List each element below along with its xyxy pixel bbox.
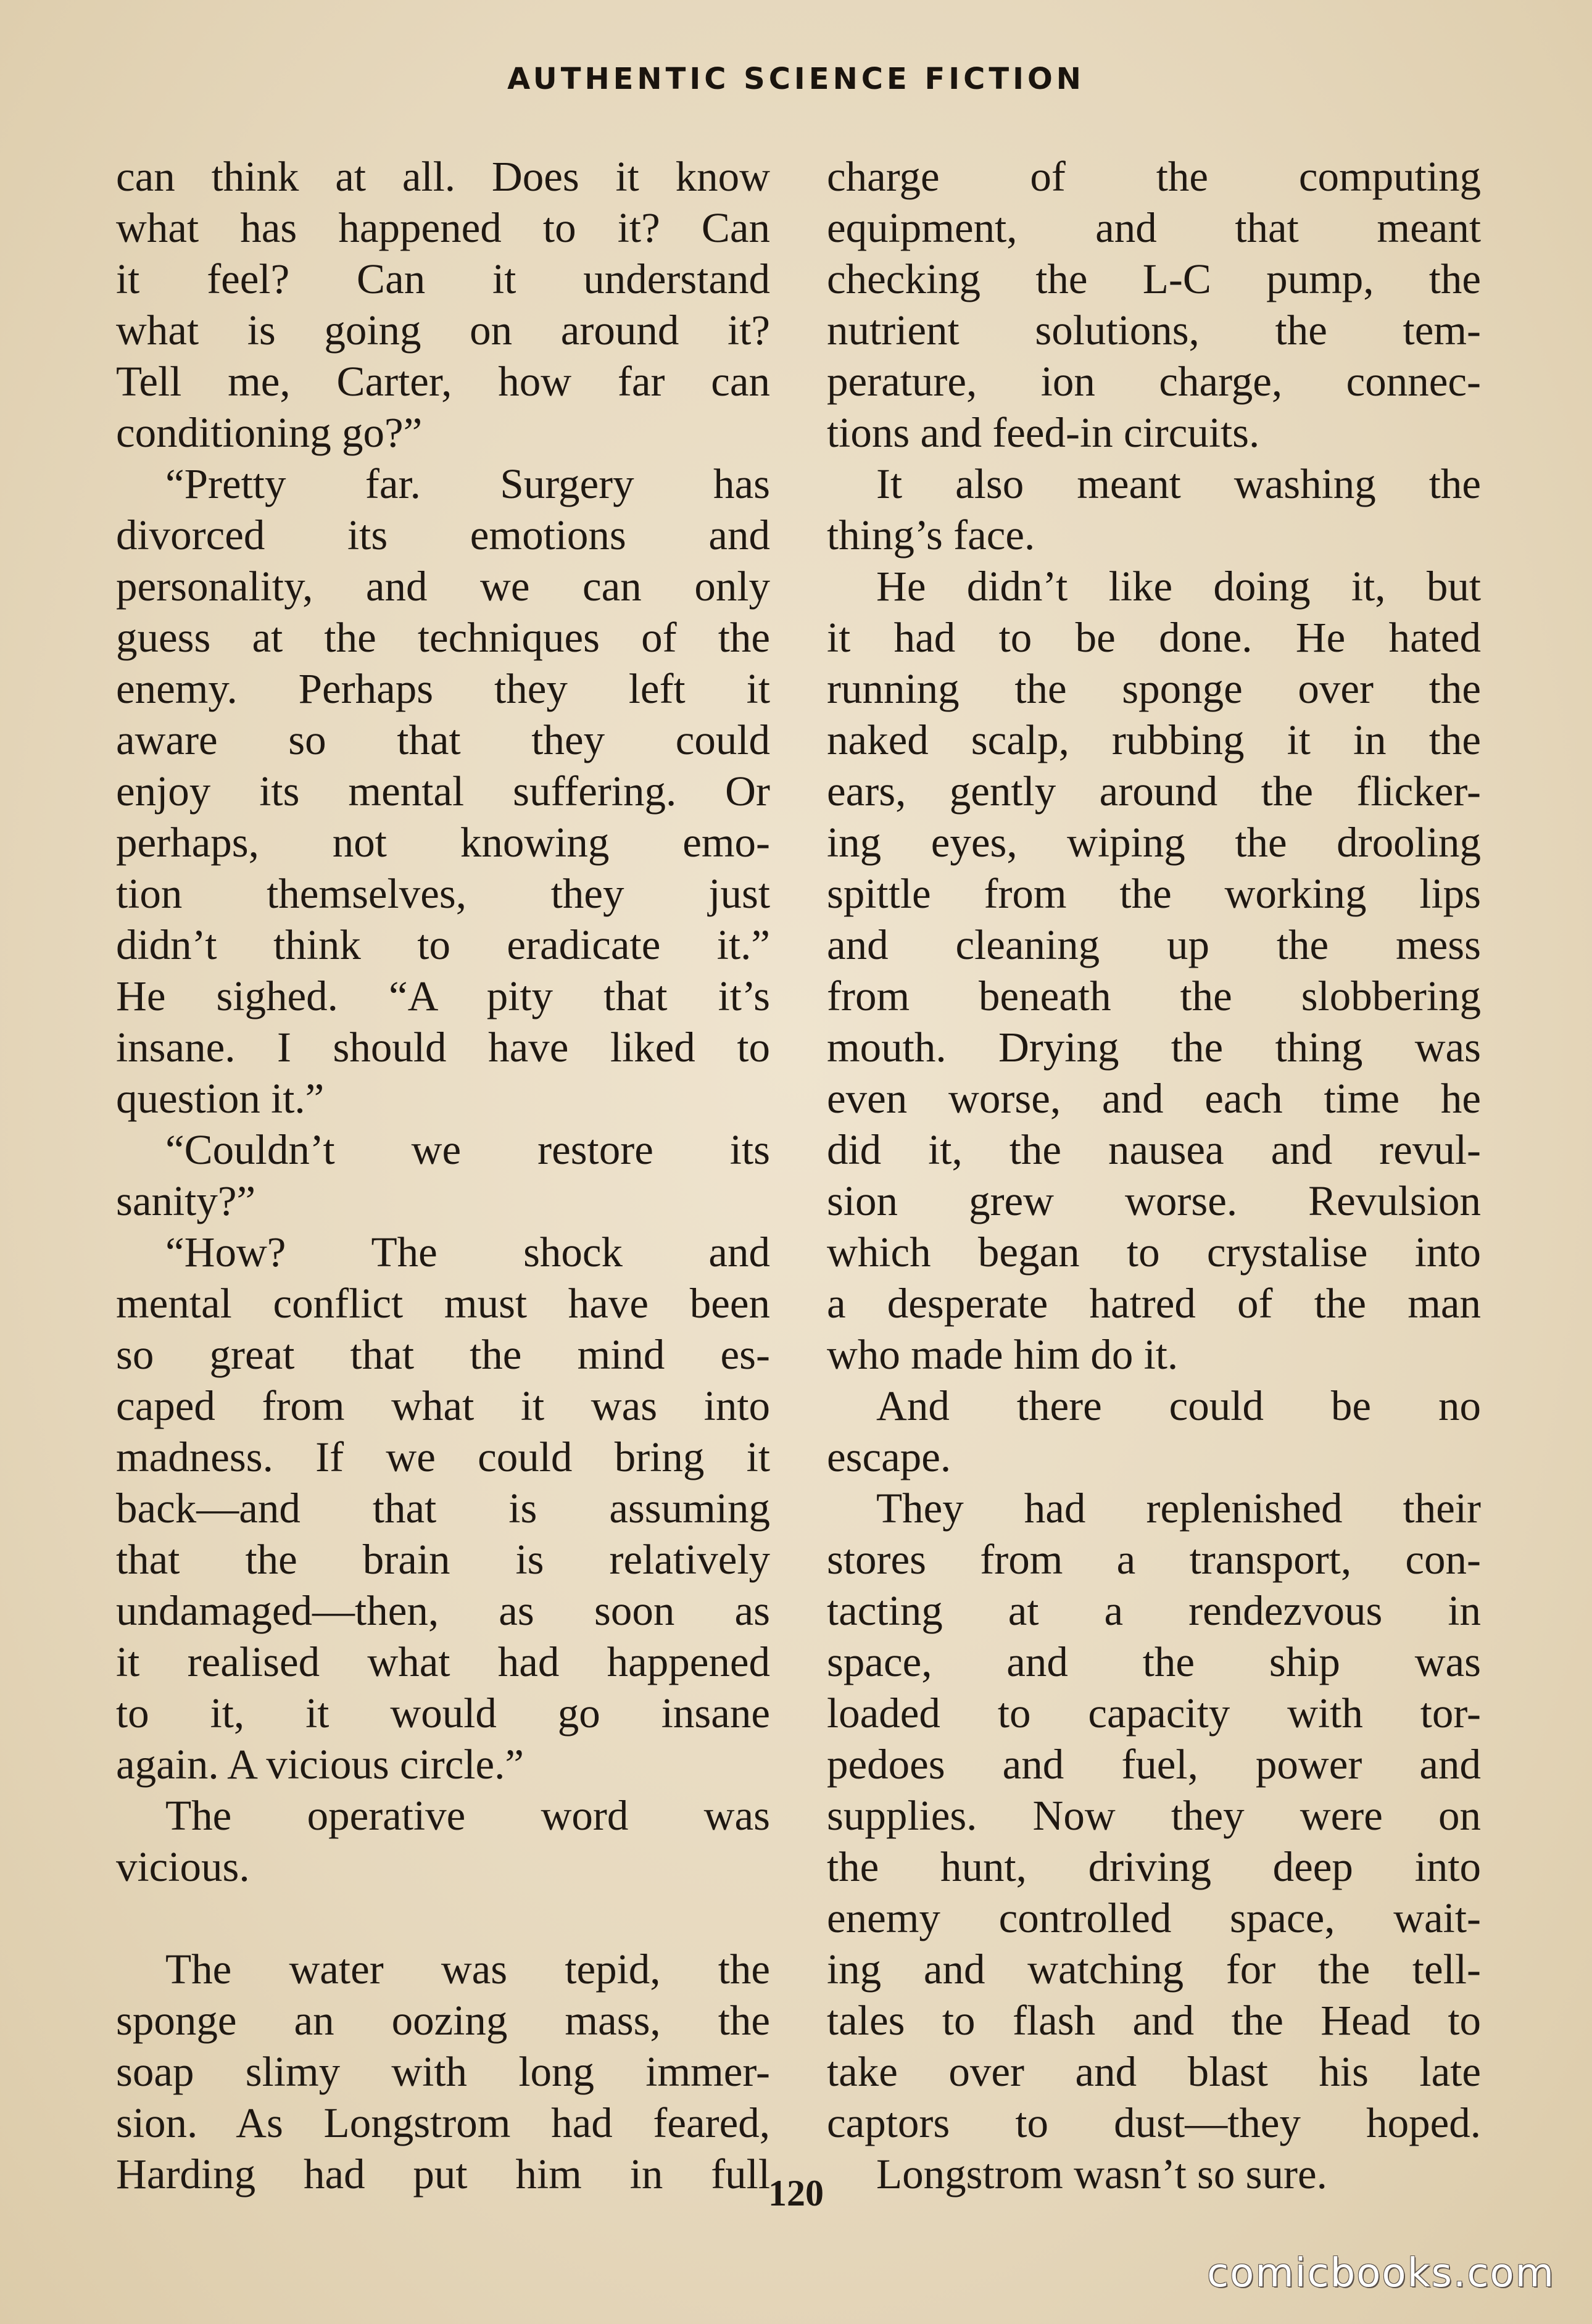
text-line: what has happened to it? Can: [116, 204, 770, 251]
text-line: running the sponge over the: [827, 665, 1481, 712]
text-line: stores from a transport, con-: [827, 1536, 1481, 1583]
text-line: a desperate hatred of the man: [827, 1280, 1481, 1327]
text-line: tion themselves, they just: [116, 870, 770, 917]
text-line: the hunt, driving deep into: [827, 1843, 1481, 1890]
text-line: pedoes and fuel, power and: [827, 1741, 1481, 1788]
text-line: caped from what it was into: [116, 1382, 770, 1429]
text-line: naked scalp, rubbing it in the: [827, 716, 1481, 763]
text-line: perature, ion charge, connec-: [827, 358, 1481, 405]
text-line: And there could be no: [876, 1382, 1481, 1429]
text-line: perhaps, not knowing emo-: [116, 819, 770, 866]
text-line: enemy. Perhaps they left it: [116, 665, 770, 712]
text-line: sion grew worse. Revulsion: [827, 1177, 1481, 1224]
left-text-column: [116, 151, 770, 2200]
text-line: tacting at a rendezvous in: [827, 1587, 1481, 1634]
text-line: undamaged—then, as soon as: [116, 1587, 770, 1634]
text-line: Tell me, Carter, how far can: [116, 358, 770, 405]
text-line: escape.: [827, 1434, 951, 1480]
text-line: did it, the nausea and revul-: [827, 1126, 1481, 1173]
text-line: who made him do it.: [827, 1331, 1179, 1378]
text-line: captors to dust—they hoped.: [827, 2099, 1481, 2146]
text-line: so great that the mind es-: [116, 1331, 770, 1378]
text-line: conditioning go?”: [116, 409, 423, 456]
text-line: mental conflict must have been: [116, 1280, 770, 1327]
text-line: which began to crystalise into: [827, 1229, 1481, 1276]
section-break: [116, 1893, 770, 1944]
text-line: personality, and we can only: [116, 563, 770, 610]
text-line: tales to flash and the Head to: [827, 1997, 1481, 2044]
text-line: soap slimy with long immer-: [116, 2048, 770, 2095]
text-line: to it, it would go insane: [116, 1690, 770, 1737]
text-line: madness. If we could bring it: [116, 1434, 770, 1480]
text-line: back—and that is assuming: [116, 1485, 770, 1532]
text-line: nutrient solutions, the tem-: [827, 307, 1481, 354]
text-line: “Couldn’t we restore its: [165, 1126, 770, 1173]
text-line: “How? The shock and: [165, 1229, 770, 1276]
text-line: again. A vicious circle.”: [116, 1741, 524, 1788]
text-line: sanity?”: [116, 1177, 256, 1224]
text-line: tions and feed-in circuits.: [827, 409, 1260, 456]
text-line: from beneath the slobbering: [827, 973, 1481, 1019]
right-text-column: [827, 151, 1481, 2200]
text-line: question it.”: [116, 1075, 325, 1122]
text-line: insane. I should have liked to: [116, 1024, 770, 1071]
text-line: divorced its emotions and: [116, 512, 770, 558]
text-line: ing and watching for the tell-: [827, 1946, 1481, 1993]
text-line: spittle from the working lips: [827, 870, 1481, 917]
text-line: space, and the ship was: [827, 1638, 1481, 1685]
text-line: what is going on around it?: [116, 307, 770, 354]
text-line: It also meant washing the: [876, 460, 1481, 507]
text-line: thing’s face.: [827, 512, 1035, 558]
text-line: ears, gently around the flicker-: [827, 768, 1481, 815]
text-line: enemy controlled space, wait-: [827, 1894, 1481, 1941]
text-line: Harding had put him in full: [116, 2151, 770, 2197]
text-line: mouth. Drying the thing was: [827, 1024, 1481, 1071]
text-line: didn’t think to eradicate it.”: [116, 921, 770, 968]
watermark: comicbooks.com: [1206, 2251, 1555, 2296]
text-line: Longstrom wasn’t so sure.: [876, 2151, 1327, 2197]
text-line: vicious.: [116, 1843, 250, 1890]
text-line: sion. As Longstrom had feared,: [116, 2099, 770, 2146]
text-line: take over and blast his late: [827, 2048, 1481, 2095]
text-line: equipment, and that meant: [827, 204, 1481, 251]
text-line: and cleaning up the mess: [827, 921, 1481, 968]
running-head: AUTHENTIC SCIENCE FICTION: [507, 62, 1085, 96]
text-line: charge of the computing: [827, 153, 1481, 200]
text-line: that the brain is relatively: [116, 1536, 770, 1583]
text-line: They had replenished their: [876, 1485, 1481, 1532]
text-line: loaded to capacity with tor-: [827, 1690, 1481, 1737]
page-number: 120: [768, 2173, 824, 2214]
text-line: checking the L-C pump, the: [827, 255, 1481, 302]
text-line: guess at the techniques of the: [116, 614, 770, 661]
text-line: “Pretty far. Surgery has: [165, 460, 770, 507]
text-line: enjoy its mental suffering. Or: [116, 768, 770, 815]
text-line: He didn’t like doing it, but: [876, 563, 1481, 610]
text-line: can think at all. Does it know: [116, 153, 770, 200]
text-line: ing eyes, wiping the drooling: [827, 819, 1481, 866]
text-line: even worse, and each time he: [827, 1075, 1481, 1122]
text-line: it had to be done. He hated: [827, 614, 1481, 661]
text-line: it realised what had happened: [116, 1638, 770, 1685]
text-line: The water was tepid, the: [165, 1946, 770, 1993]
text-line: The operative word was: [165, 1792, 770, 1839]
text-line: supplies. Now they were on: [827, 1792, 1481, 1839]
text-line: aware so that they could: [116, 716, 770, 763]
text-line: He sighed. “A pity that it’s: [116, 973, 770, 1019]
text-line: it feel? Can it understand: [116, 255, 770, 302]
text-line: sponge an oozing mass, the: [116, 1997, 770, 2044]
